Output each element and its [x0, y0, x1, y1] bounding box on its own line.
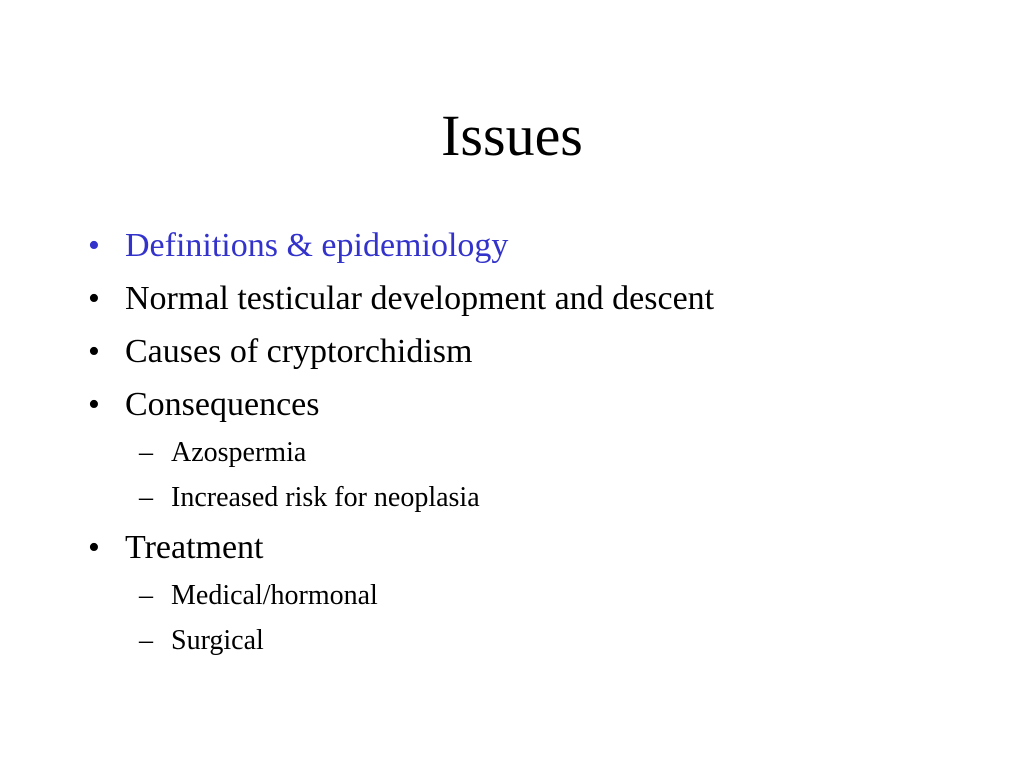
sub-bullet-label: Surgical: [171, 625, 264, 656]
sub-bullet-medical-hormonal: [125, 579, 988, 613]
sub-bullet-list: [125, 579, 988, 658]
bullet-marker: •: [88, 529, 100, 566]
sub-bullet-surgical: [125, 624, 988, 658]
bullet-item-definitions[interactable]: [88, 226, 988, 266]
bullet-label: Causes of cryptorchidism: [125, 333, 473, 370]
bullet-label: Consequences: [125, 386, 320, 423]
bullet-item-treatment: [88, 528, 988, 658]
bullet-marker: •: [88, 333, 100, 370]
sub-bullet-label: Azospermia: [171, 437, 307, 468]
dash-marker: –: [139, 437, 153, 468]
sub-bullet-label: Medical/hormonal: [171, 580, 378, 611]
bullet-marker: •: [88, 280, 100, 317]
dash-marker: –: [139, 482, 153, 513]
dash-marker: –: [139, 625, 153, 656]
bullet-list: [88, 226, 988, 671]
sub-bullet-azospermia: [125, 436, 988, 470]
sub-bullet-neoplasia-risk: [125, 481, 988, 515]
sub-bullet-label: Increased risk for neoplasia: [171, 482, 480, 513]
bullet-label: Treatment: [125, 529, 264, 566]
dash-marker: –: [139, 580, 153, 611]
bullet-item-causes: [88, 332, 988, 372]
bullet-item-normal-development: [88, 279, 988, 319]
sub-bullet-list: [125, 436, 988, 515]
slide-title: Issues: [441, 103, 583, 168]
bullet-marker: •: [88, 386, 100, 423]
bullet-item-consequences: [88, 385, 988, 515]
bullet-label: Normal testicular development and descent: [125, 280, 715, 317]
bullet-label: Definitions & epidemiology: [125, 227, 509, 264]
bullet-marker: •: [88, 227, 100, 264]
